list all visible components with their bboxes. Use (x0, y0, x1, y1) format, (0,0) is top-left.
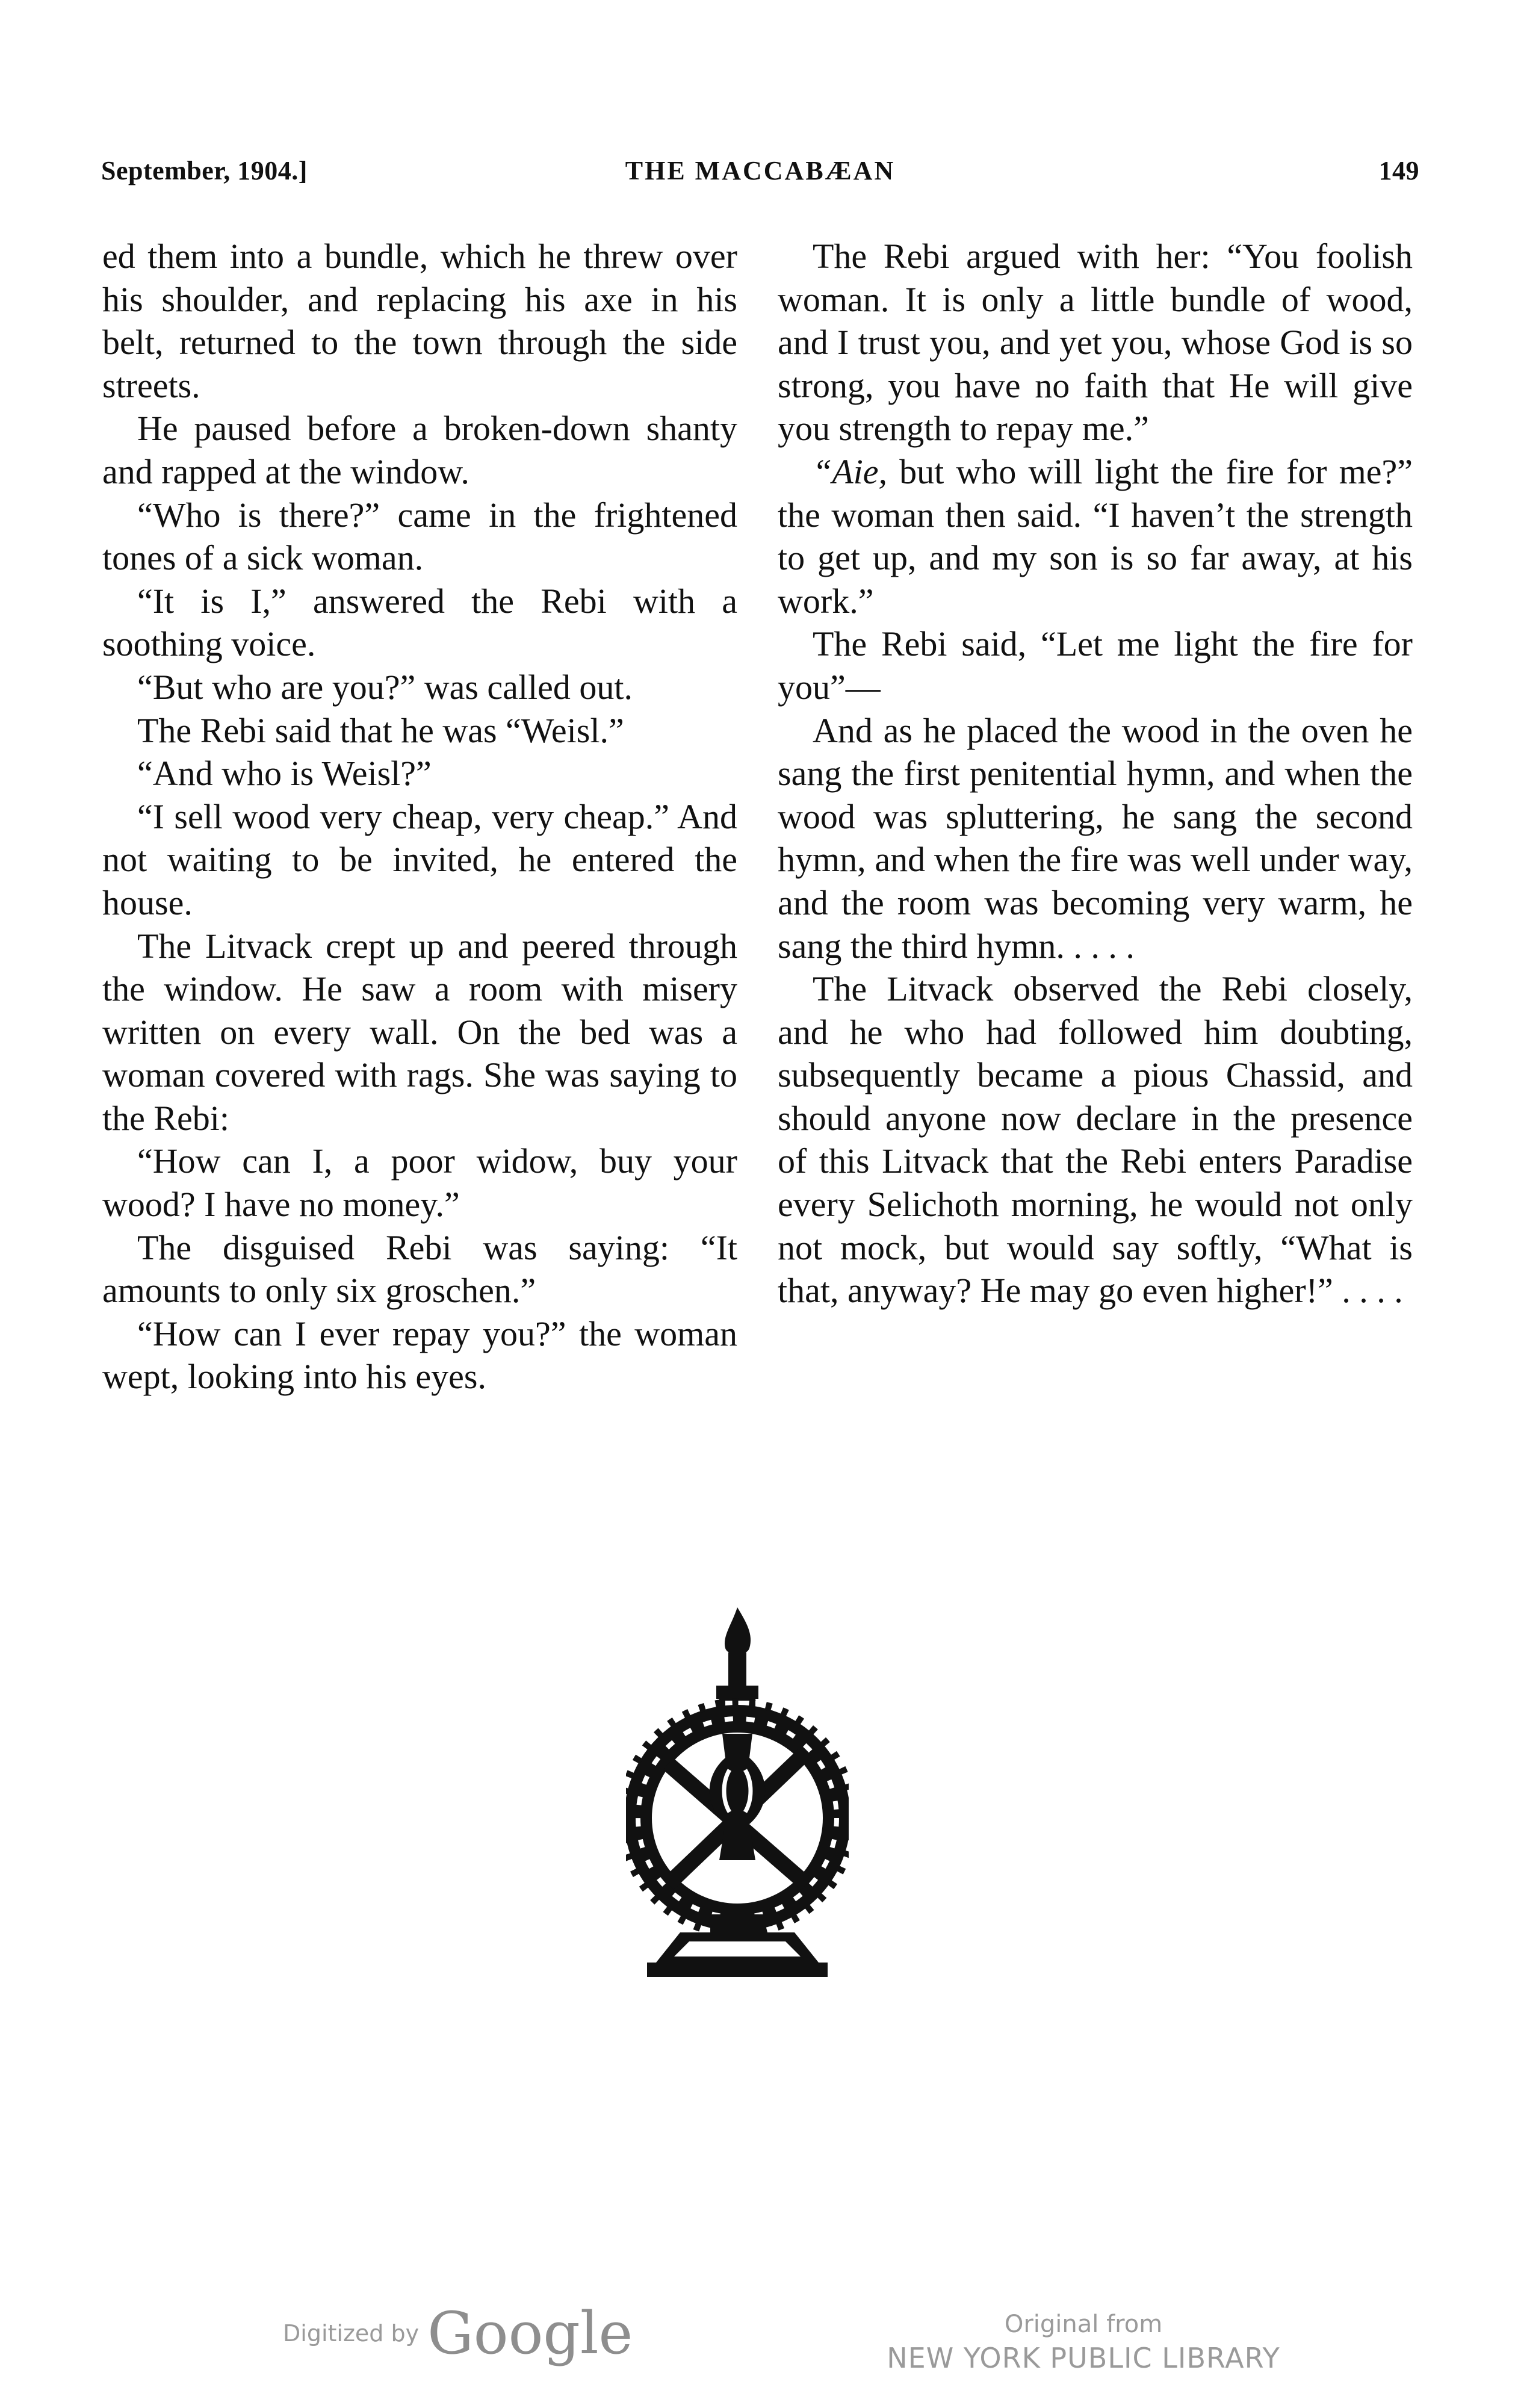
paragraph: “But who are you?” was called out. (137, 667, 633, 707)
paragraph: “Who is there?” came in the frightened tones of a sick woman. (102, 495, 737, 578)
paragraph: ed them into a bundle, which he threw over his shoulder, and replacing his axe in his belt, returned to the town through the side streets. (102, 237, 737, 405)
google-logo: Google (427, 2300, 633, 2367)
library-watermark (837, 2309, 1330, 2376)
paragraph: “How can I ever repay you?” the woman wept, looking into his eyes. (102, 1314, 737, 1397)
journal-title: THE MACCABÆAN (625, 156, 896, 185)
right-column (778, 235, 1413, 1312)
italic-exclamation: “Aie, (813, 452, 888, 491)
paragraph: The Litvack crept up and peered through the window. He saw a room with misery written on every wall. On the bed was a woman covered with rags. She was saying to the Rebi: (102, 926, 737, 1138)
paragraph: And as he placed the wood in the oven he sang the first penitential hymn, and when the wood was spluttering, he sang the second hymn, and when the fire was well under way, and the room was becoming very warm, he sang the third hymn. . . . . (778, 710, 1413, 966)
digitized-by-watermark (283, 2300, 633, 2384)
running-head (101, 155, 1419, 203)
paragraph: The disguised Rebi was saying: “It amounts to only six groschen.” (102, 1227, 737, 1311)
paragraph: The Rebi said, “Let me light the fire for you”— (778, 624, 1413, 707)
paragraph: The Rebi argued with her: “You foolish woman. It is only a little bundle of wood, and I trust you, and yet you, whose God is so strong, you have no faith that He will give you strength to repay me.” (778, 237, 1413, 448)
paragraph (778, 450, 1413, 622)
paragraph: “It is I,” answered the Rebi with a soothing voice. (102, 581, 737, 664)
library-name: NEW YORK PUBLIC LIBRARY (887, 2342, 1280, 2374)
page-number: 149 (1378, 156, 1419, 185)
paragraph: “I sell wood very cheap, very cheap.” And not waiting to be invited, he entered the house. (102, 796, 737, 922)
paragraph: The Rebi said that he was “Weisl.” (137, 710, 624, 750)
paragraph: The Litvack observed the Rebi closely, and he who had followed him doubting, subsequently became a pious Chassid, and should anyone now declare in the presence of this Litvack that the Rebi enters Paradise every Selichoth morning, he would not only not mock, but would say softly, “What is that, anyway? He may go even higher!” . . . . (778, 969, 1413, 1311)
paragraph-text: but who will light the fire for me?” the woman then said. “I haven’t the strength to get up, and my son is so far away, at his work.” (778, 452, 1413, 621)
paragraph: “How can I, a poor widow, buy your wood? I have no money.” (102, 1141, 737, 1224)
original-from-label: Original from (1004, 2310, 1163, 2338)
issue-date: September, 1904.] (101, 156, 308, 185)
paragraph: He paused before a broken-down shanty and rapped at the window. (102, 409, 737, 491)
left-column (102, 235, 737, 1398)
digitized-by-label: Digitized by (283, 2320, 420, 2347)
paragraph: “And who is Weisl?” (137, 754, 432, 793)
menorah-lamp-ornament (626, 1601, 849, 1993)
